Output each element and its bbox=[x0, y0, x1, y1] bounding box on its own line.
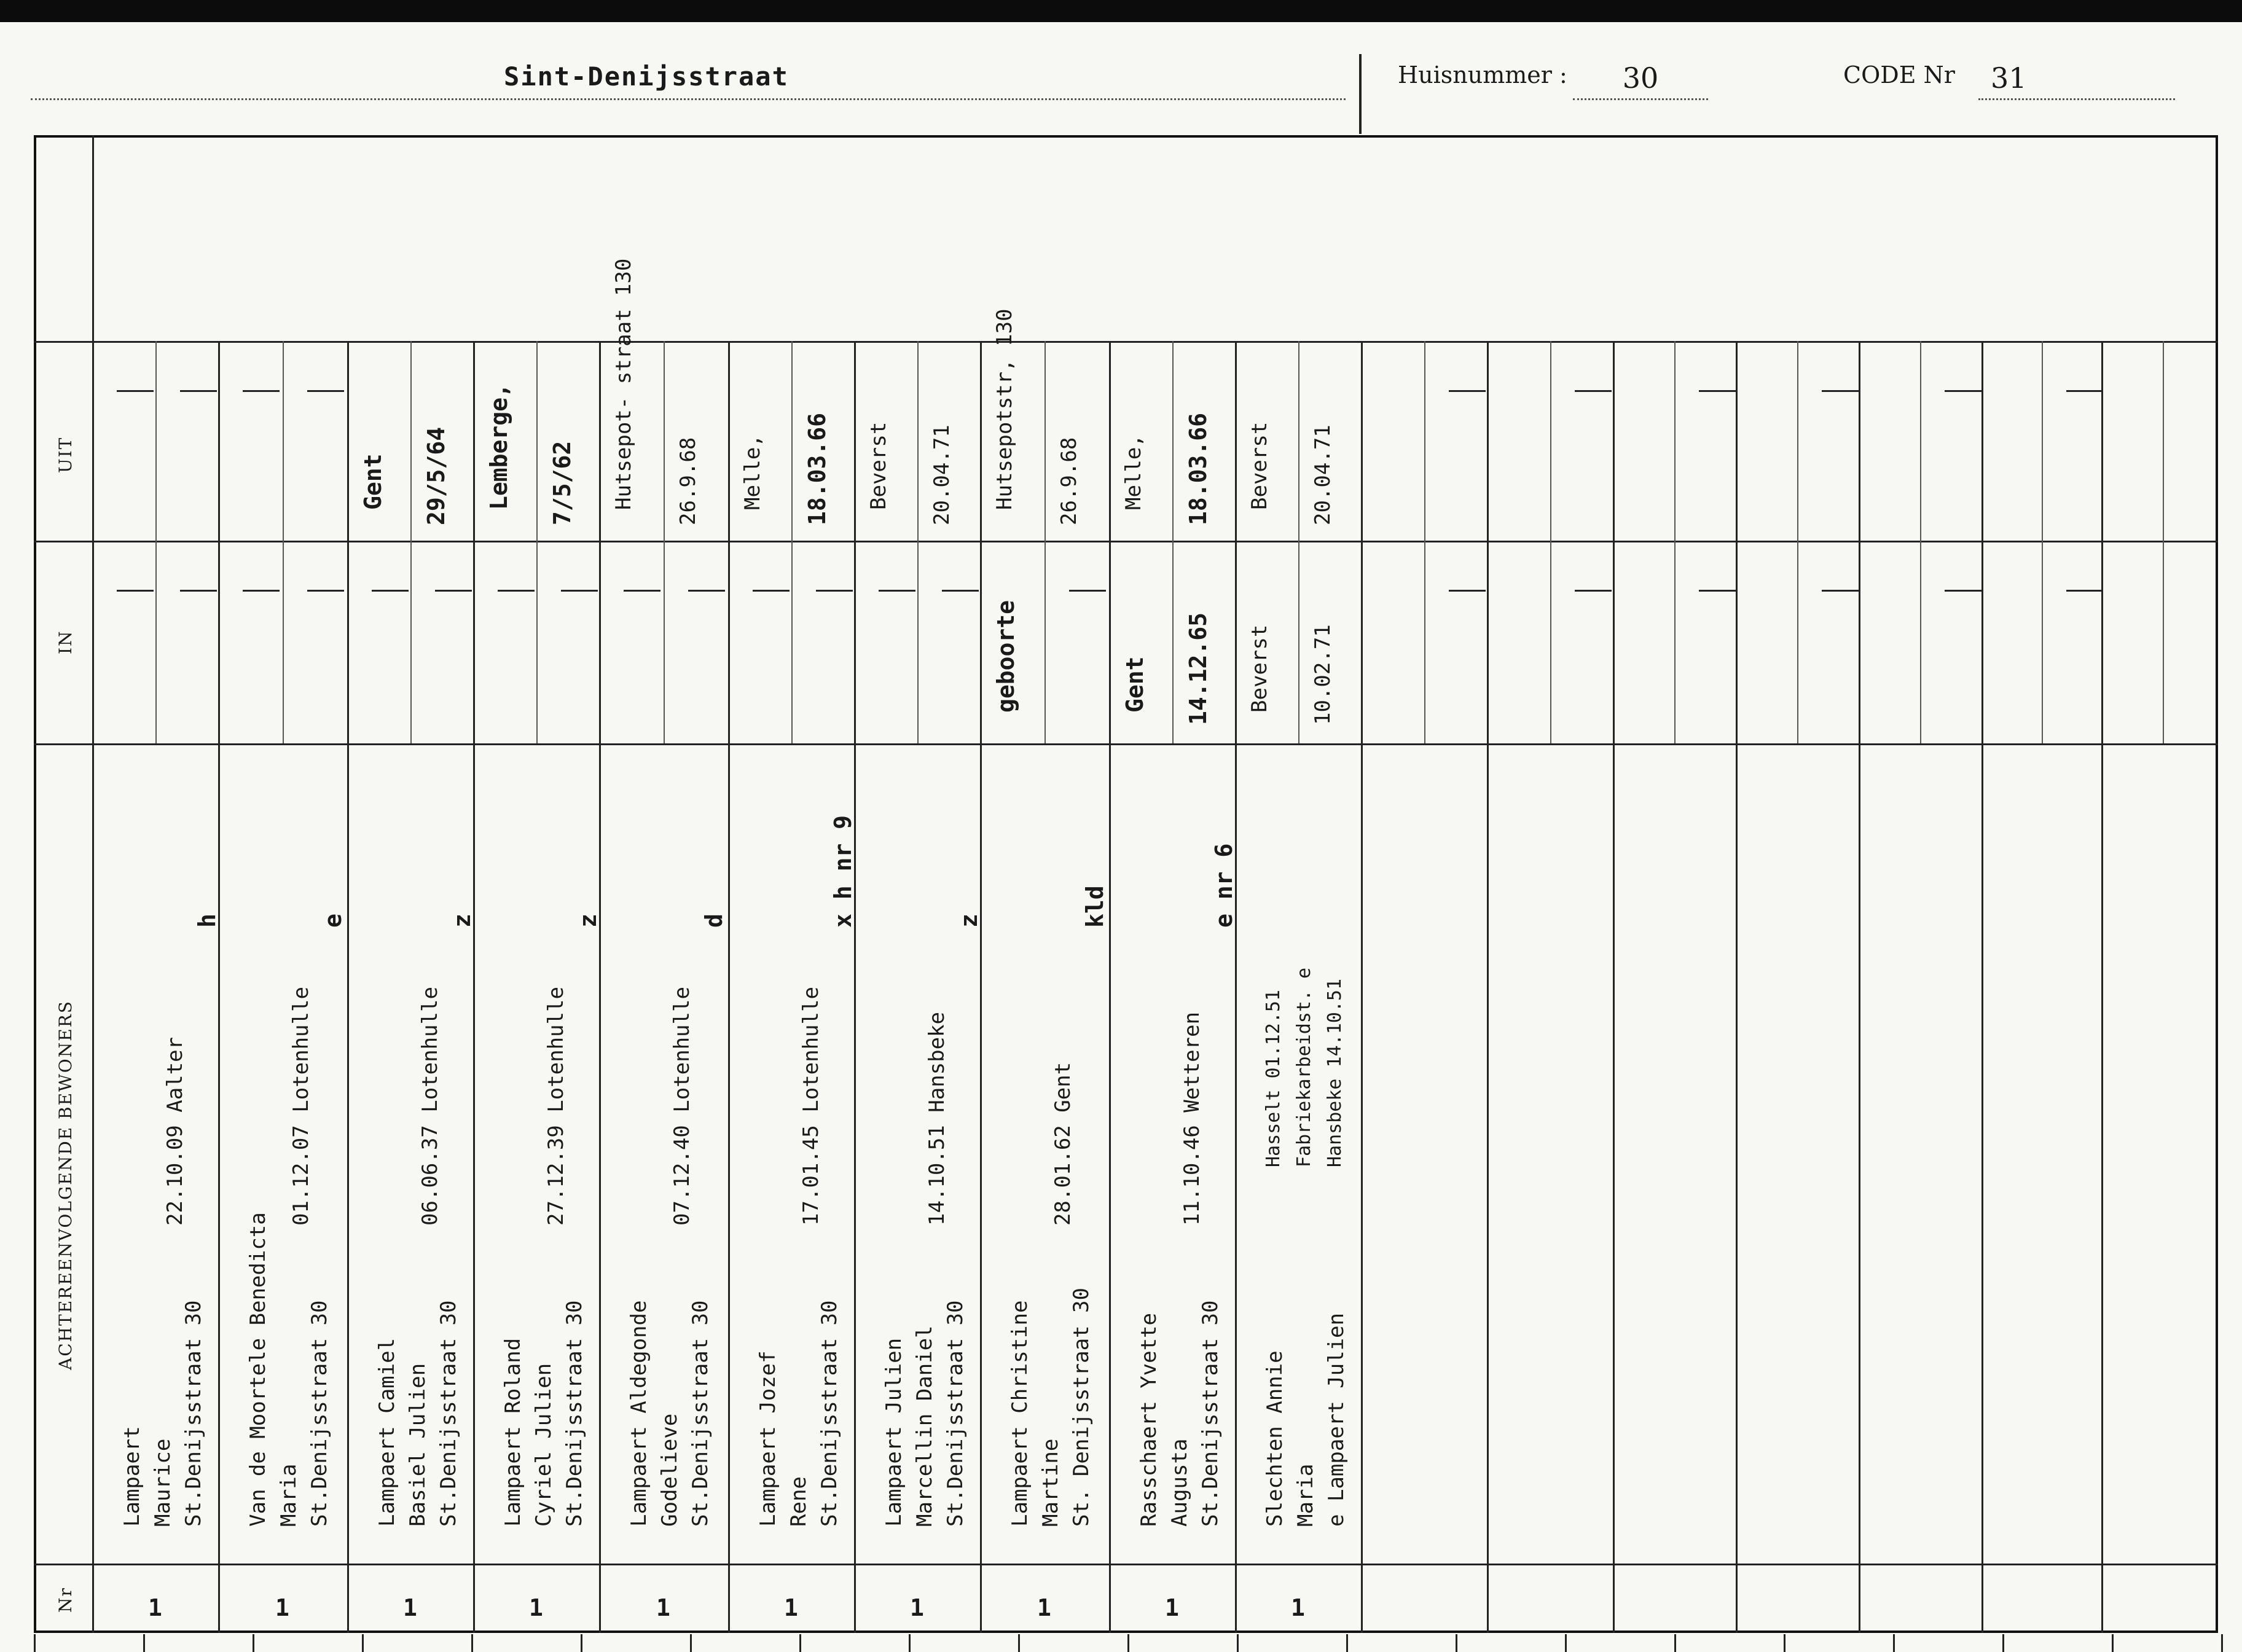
uit-place: Lemberge, bbox=[485, 383, 512, 510]
resident-line: St.Denijsstraat 30 bbox=[688, 1300, 713, 1527]
empty-value-dash bbox=[1822, 590, 1859, 592]
relation-code: d bbox=[700, 914, 727, 928]
scan-top-border bbox=[0, 0, 2242, 22]
street-field bbox=[31, 61, 1346, 100]
grid-column-line bbox=[1859, 341, 1860, 1633]
grid-column-line bbox=[1981, 341, 1983, 1633]
empty-value-dash bbox=[688, 590, 725, 592]
empty-value-dash bbox=[372, 590, 409, 592]
resident-line: Lampaert Aldegonde bbox=[627, 1300, 651, 1527]
relation-code: e nr 6 bbox=[1210, 843, 1237, 928]
grid-subcolumn-line bbox=[1172, 341, 1174, 743]
empty-value-dash bbox=[307, 590, 344, 592]
birth-info: 01.12.07 Lotenhulle bbox=[289, 987, 313, 1226]
row-number: 1 bbox=[1291, 1594, 1305, 1621]
uit-place: Melle, bbox=[1121, 434, 1146, 510]
row-number: 1 bbox=[1165, 1594, 1179, 1621]
resident-line: St.Denijsstraat 30 bbox=[562, 1300, 587, 1527]
uit-place: Hutsepot- straat 130 bbox=[611, 258, 636, 510]
empty-value-dash bbox=[561, 590, 598, 592]
resident-line: St.Denijsstraat 30 bbox=[1198, 1300, 1223, 1527]
empty-value-dash bbox=[1449, 590, 1486, 592]
grid-subcolumn-line bbox=[2042, 341, 2043, 743]
bottom-tick bbox=[1346, 1634, 1348, 1652]
resident-line: Slechten Annie bbox=[1263, 1350, 1287, 1527]
grid-subcolumn-line bbox=[155, 341, 157, 743]
bottom-tick bbox=[690, 1634, 692, 1652]
birth-info-line: Hansbeke 14.10.51 bbox=[1324, 978, 1346, 1167]
empty-value-dash bbox=[624, 590, 660, 592]
empty-value-dash bbox=[117, 390, 154, 392]
uit-date: 26.9.68 bbox=[676, 437, 700, 525]
relation-code: z bbox=[574, 914, 602, 928]
resident-line: Rasschaert Yvette bbox=[1137, 1313, 1161, 1527]
uit-place: Gent bbox=[359, 453, 386, 510]
relation-code: e bbox=[319, 914, 347, 928]
row-number: 1 bbox=[529, 1594, 543, 1621]
uit-place: Beverst bbox=[866, 421, 891, 510]
bottom-tick bbox=[1018, 1634, 1020, 1652]
resident-line: St.Denijsstraat 30 bbox=[943, 1300, 968, 1527]
resident-line: Marcellin Daniel bbox=[912, 1325, 937, 1527]
resident-line: Lampaert Julien bbox=[882, 1337, 906, 1527]
register-grid bbox=[34, 135, 2218, 1633]
relation-code: z bbox=[449, 914, 476, 928]
bottom-tick bbox=[471, 1634, 473, 1652]
resident-line: St.Denijsstraat 30 bbox=[436, 1300, 461, 1527]
bottom-tick bbox=[362, 1634, 364, 1652]
empty-value-dash bbox=[117, 590, 154, 592]
row-label-bewoners: ACHTEREENVOLGENDE BEWONERS bbox=[55, 1000, 76, 1370]
empty-value-dash bbox=[1069, 590, 1106, 592]
in-place: Beverst bbox=[1247, 624, 1272, 713]
resident-line: Lampaert bbox=[120, 1426, 144, 1527]
birth-info: 11.10.46 Wetteren bbox=[1180, 1012, 1204, 1226]
resident-line: Augusta bbox=[1167, 1438, 1192, 1527]
grid-column-line bbox=[1361, 341, 1363, 1633]
grid-column-line bbox=[599, 341, 601, 1633]
code-label: CODE Nr bbox=[1843, 61, 1955, 88]
bottom-tick bbox=[1674, 1634, 1676, 1652]
grid-subcolumn-line bbox=[410, 341, 412, 743]
grid-subcolumn-line bbox=[1920, 341, 1921, 743]
in-place: Gent bbox=[1121, 656, 1148, 713]
bottom-tick bbox=[909, 1634, 911, 1652]
empty-value-dash bbox=[2066, 390, 2103, 392]
bottom-tick bbox=[1237, 1634, 1239, 1652]
grid-column-line bbox=[1109, 341, 1111, 1633]
resident-line: Lampaert Christine bbox=[1008, 1300, 1032, 1527]
bottom-tick bbox=[581, 1634, 582, 1652]
bottom-tick bbox=[1565, 1634, 1567, 1652]
huisnummer-value: 30 bbox=[1573, 61, 1708, 100]
row-number: 1 bbox=[403, 1594, 417, 1621]
grid-subcolumn-line bbox=[1424, 341, 1425, 743]
birth-info: 27.12.39 Lotenhulle bbox=[544, 987, 568, 1226]
empty-value-dash bbox=[307, 390, 344, 392]
grid-subcolumn-line bbox=[1674, 341, 1676, 743]
bottom-tick bbox=[253, 1634, 254, 1652]
uit-place: Beverst bbox=[1247, 421, 1272, 510]
empty-value-dash bbox=[1822, 390, 1859, 392]
resident-line: Maria bbox=[276, 1463, 301, 1527]
grid-subcolumn-line bbox=[536, 341, 538, 743]
uit-date: 18.03.66 bbox=[1185, 412, 1212, 525]
uit-date: 26.9.68 bbox=[1057, 437, 1081, 525]
empty-value-dash bbox=[753, 590, 790, 592]
resident-line: Basiel Julien bbox=[406, 1363, 430, 1527]
resident-line: Maurice bbox=[151, 1438, 175, 1527]
grid-column-line bbox=[980, 341, 982, 1633]
resident-line: St.Denijsstraat 30 bbox=[181, 1300, 206, 1527]
row-label-uit: UIT bbox=[55, 436, 76, 473]
resident-line: Rene bbox=[786, 1476, 811, 1527]
grid-column-line bbox=[1613, 341, 1615, 1633]
empty-value-dash bbox=[2066, 590, 2103, 592]
in-date: 14.12.65 bbox=[1185, 612, 1212, 725]
resident-line: St.Denijsstraat 30 bbox=[817, 1300, 842, 1527]
row-number: 1 bbox=[148, 1594, 162, 1621]
bottom-tick bbox=[143, 1634, 145, 1652]
birth-info: 06.06.37 Lotenhulle bbox=[418, 987, 442, 1226]
resident-line: Lampaert Roland bbox=[501, 1337, 525, 1527]
uit-date: 20.04.71 bbox=[930, 425, 954, 525]
grid-column-line bbox=[473, 341, 475, 1633]
empty-value-dash bbox=[879, 590, 915, 592]
bottom-tick bbox=[2112, 1634, 2114, 1652]
row-number: 1 bbox=[784, 1594, 798, 1621]
empty-value-dash bbox=[1945, 390, 1981, 392]
resident-line: Maria bbox=[1293, 1463, 1318, 1527]
grid-subcolumn-line bbox=[283, 341, 284, 743]
header-separator bbox=[1359, 54, 1362, 134]
empty-value-dash bbox=[1699, 590, 1736, 592]
empty-value-dash bbox=[243, 590, 280, 592]
birth-info: 22.10.09 Aalter bbox=[163, 1036, 187, 1226]
empty-value-dash bbox=[498, 590, 535, 592]
grid-row-line bbox=[34, 341, 2218, 343]
grid-subcolumn-line bbox=[1797, 341, 1798, 743]
birth-info: 28.01.62 Gent bbox=[1051, 1062, 1075, 1226]
resident-line: e Lampaert Julien bbox=[1324, 1313, 1349, 1527]
grid-row-line bbox=[34, 743, 2218, 745]
resident-line: Lampaert Camiel bbox=[375, 1337, 399, 1527]
bottom-tick bbox=[1127, 1634, 1129, 1652]
bottom-tick bbox=[2002, 1634, 2004, 1652]
resident-line: Van de Moortele Benedicta bbox=[246, 1212, 270, 1527]
grid-row-line bbox=[34, 541, 2218, 542]
empty-value-dash bbox=[435, 590, 472, 592]
grid-column-line bbox=[1487, 341, 1489, 1633]
uit-date: 29/5/64 bbox=[423, 426, 450, 525]
grid-column-line bbox=[1235, 341, 1237, 1633]
birth-info: 17.01.45 Lotenhulle bbox=[799, 987, 823, 1226]
grid-subcolumn-line bbox=[917, 341, 919, 743]
birth-info-line: Fabriekarbeidst. e bbox=[1293, 967, 1315, 1167]
empty-value-dash bbox=[1945, 590, 1981, 592]
uit-place: Melle, bbox=[740, 434, 765, 510]
in-place: geboorte bbox=[992, 600, 1019, 713]
grid-subcolumn-line bbox=[2163, 341, 2164, 743]
bottom-tick bbox=[2221, 1634, 2223, 1652]
row-number: 1 bbox=[656, 1594, 670, 1621]
street-name: Sint-Denijsstraat bbox=[504, 61, 789, 92]
uit-date: 7/5/62 bbox=[549, 440, 576, 525]
grid-label-column-line bbox=[92, 135, 94, 1633]
empty-value-dash bbox=[1575, 590, 1612, 592]
huisnummer-label: Huisnummer : bbox=[1398, 61, 1567, 88]
relation-code: z bbox=[955, 914, 982, 928]
grid-subcolumn-line bbox=[1298, 341, 1299, 743]
grid-column-line bbox=[854, 341, 856, 1633]
empty-value-dash bbox=[1699, 390, 1736, 392]
relation-code: h bbox=[194, 914, 221, 928]
uit-date: 18.03.66 bbox=[804, 412, 831, 525]
grid-subcolumn-line bbox=[791, 341, 793, 743]
code-value: 31 bbox=[1978, 61, 2175, 100]
bottom-tick bbox=[1893, 1634, 1895, 1652]
grid-subcolumn-line bbox=[1550, 341, 1551, 743]
grid-subcolumn-line bbox=[664, 341, 665, 743]
birth-info: 07.12.40 Lotenhulle bbox=[670, 987, 694, 1226]
empty-value-dash bbox=[1575, 390, 1612, 392]
resident-line: Martine bbox=[1038, 1438, 1063, 1527]
empty-value-dash bbox=[942, 590, 979, 592]
row-number: 1 bbox=[1037, 1594, 1051, 1621]
grid-column-line bbox=[728, 341, 730, 1633]
grid-column-line bbox=[2101, 341, 2103, 1633]
empty-value-dash bbox=[1449, 390, 1486, 392]
birth-info: 14.10.51 Hansbeke bbox=[925, 1012, 949, 1226]
grid-row-line bbox=[34, 1564, 2218, 1565]
resident-line: St.Denijsstraat 30 bbox=[307, 1300, 332, 1527]
resident-line: Cyriel Julien bbox=[531, 1363, 556, 1527]
uit-date: 20.04.71 bbox=[1311, 425, 1335, 525]
bottom-tick bbox=[799, 1634, 801, 1652]
relation-code: kld bbox=[1081, 885, 1108, 928]
birth-info-line: Hasselt 01.12.51 bbox=[1263, 990, 1284, 1167]
row-label-nr: Nr bbox=[55, 1587, 76, 1613]
grid-column-line bbox=[1736, 341, 1738, 1633]
empty-value-dash bbox=[180, 390, 217, 392]
bottom-tick bbox=[1784, 1634, 1785, 1652]
in-date: 10.02.71 bbox=[1311, 624, 1335, 725]
bottom-tick bbox=[1456, 1634, 1457, 1652]
resident-line: St. Denijsstraat 30 bbox=[1069, 1288, 1094, 1527]
row-number: 1 bbox=[275, 1594, 289, 1621]
empty-value-dash bbox=[180, 590, 217, 592]
bottom-tick bbox=[34, 1634, 36, 1652]
grid-column-line bbox=[218, 341, 220, 1633]
empty-value-dash bbox=[816, 590, 853, 592]
grid-subcolumn-line bbox=[1045, 341, 1046, 743]
uit-place: Hutsepotstr, 130 bbox=[992, 308, 1017, 510]
resident-line: Godelieve bbox=[657, 1413, 682, 1527]
resident-line: Lampaert Jozef bbox=[756, 1350, 780, 1527]
empty-value-dash bbox=[243, 390, 280, 392]
grid-column-line bbox=[347, 341, 349, 1633]
row-label-in: IN bbox=[55, 630, 76, 654]
relation-code: x h nr 9 bbox=[829, 815, 856, 928]
row-number: 1 bbox=[910, 1594, 924, 1621]
